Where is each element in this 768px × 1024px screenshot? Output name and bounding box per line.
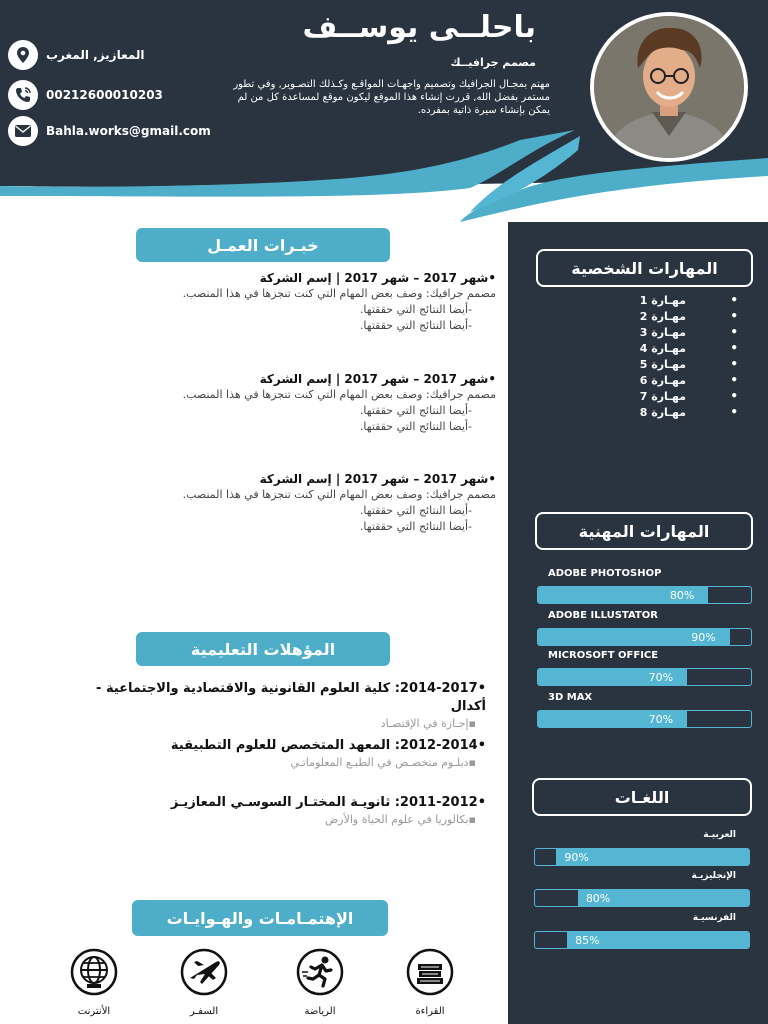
list-item: • مهـارة 2 bbox=[552, 310, 738, 326]
pro-skill-percent: 70% bbox=[648, 712, 674, 726]
education-entry bbox=[66, 794, 486, 828]
hobbies-section-title: الإهتمـامـات والهـوايـات bbox=[132, 900, 388, 936]
hobby-label: الرياضة bbox=[304, 1006, 336, 1017]
hobby-label: الأنترنت bbox=[77, 1006, 111, 1017]
list-item: • مهـارة 8 bbox=[552, 406, 738, 422]
work-section-title: خبـرات العمـل bbox=[136, 228, 390, 262]
experience-heading: •شهر 2017 – شهر 2017 | إسم الشركة bbox=[259, 472, 496, 486]
experience-result: -أيضا النتائج التي حققتها. bbox=[359, 504, 472, 517]
pro-skill-percent: 90% bbox=[691, 630, 716, 644]
personal-skills-title: المهارات الشخصية bbox=[536, 249, 753, 287]
experience-description: مصمم جرافيك: وصف بعض المهام التي كنت تنجزها في هذا المنصب. bbox=[182, 488, 496, 501]
hobby-sport bbox=[288, 948, 352, 1017]
experience-heading: •شهر 2017 – شهر 2017 | إسم الشركة bbox=[259, 271, 496, 285]
pro-skill-fill bbox=[538, 669, 687, 685]
pro-skill-fill bbox=[538, 629, 730, 645]
list-item: • مهـارة 5 bbox=[552, 358, 738, 374]
pro-skill-name: ADOBE PHOTOSHOP bbox=[548, 568, 662, 579]
email-text[interactable]: Bahla.works@gmail.com bbox=[46, 124, 211, 138]
education-heading: •2011-2012: ثانويـة المختـار السوسـي المعازيـز bbox=[170, 795, 486, 810]
education-heading: •2014-2017: كلية العلوم القانونية والاقتصادية والاجتماعية - أكدال bbox=[96, 681, 486, 714]
pro-skill-percent: 70% bbox=[648, 670, 674, 684]
education-entry bbox=[66, 680, 486, 732]
language-bar bbox=[534, 889, 750, 907]
globe-icon bbox=[70, 948, 118, 996]
experience-entry bbox=[136, 371, 496, 435]
job-title: مصمم جرافيــك bbox=[450, 56, 536, 69]
hobby-label: السفـر bbox=[189, 1006, 219, 1017]
language-bar bbox=[534, 931, 750, 949]
books-icon bbox=[406, 948, 454, 996]
pro-skill-percent: 80% bbox=[669, 588, 695, 602]
list-item: • مهـارة 7 bbox=[552, 390, 738, 406]
list-item: • مهـارة 3 bbox=[552, 326, 738, 342]
hobby-travel bbox=[172, 948, 236, 1017]
language-percent: 85% bbox=[575, 933, 600, 947]
education-heading: •2012-2014: المعهد المتخصص للعلوم التطبيقية bbox=[170, 738, 486, 753]
language-bar bbox=[534, 848, 750, 866]
airplane-icon bbox=[180, 948, 228, 996]
experience-heading: •شهر 2017 – شهر 2017 | إسم الشركة bbox=[259, 372, 496, 386]
mail-icon bbox=[8, 116, 38, 146]
phone-text[interactable]: 00212600010203 bbox=[46, 88, 163, 102]
language-fill bbox=[578, 890, 749, 906]
education-heading-text: 2012-2014: المعهد المتخصص للعلوم التطبيقية bbox=[170, 738, 478, 753]
education-heading-text: 2014-2017: كلية العلوم القانونية والاقتصادية والاجتماعية - أكدال bbox=[96, 681, 486, 714]
list-item: • مهـارة 1 bbox=[552, 294, 738, 310]
contact-phone bbox=[8, 80, 163, 110]
experience-entry bbox=[136, 270, 496, 334]
experience-result: -أيضا النتائج التي حققتها. bbox=[359, 319, 472, 332]
language-name: العربيـة bbox=[703, 830, 736, 840]
full-name: باحلــى يوســف bbox=[302, 10, 536, 45]
education-heading-text: 2011-2012: ثانويـة المختـار السوسـي المعازيـز bbox=[170, 795, 478, 810]
phone-icon bbox=[8, 80, 38, 110]
education-detail: ▪بكالوريا في علوم الحياة والأرض bbox=[324, 813, 476, 826]
language-fill bbox=[556, 849, 749, 865]
education-detail: ▪دبلـوم متخصـص في الطبـع المعلوماتـي bbox=[290, 756, 476, 769]
list-item: • مهـارة 4 bbox=[552, 342, 738, 358]
languages-title: اللغـات bbox=[532, 778, 752, 816]
hobby-reading bbox=[398, 948, 462, 1017]
education-section-title: المؤهلات التعليمية bbox=[136, 632, 390, 666]
contact-address bbox=[8, 40, 145, 70]
pro-skill-fill bbox=[538, 587, 708, 603]
pro-skill-bar bbox=[537, 628, 752, 646]
language-percent: 80% bbox=[585, 891, 611, 905]
education-entry bbox=[66, 737, 486, 771]
language-percent: 90% bbox=[564, 850, 589, 864]
education-detail-text: إجـازة في الإقتصـاد bbox=[380, 717, 469, 730]
experience-result: -أيضا النتائج التي حققتها. bbox=[359, 404, 472, 417]
experience-description: مصمم جرافيك: وصف بعض المهام التي كنت تنجزها في هذا المنصب. bbox=[182, 287, 496, 300]
hobby-label: القراءة bbox=[415, 1006, 445, 1017]
pro-skills-title: المهارات المهنية bbox=[535, 512, 753, 550]
location-pin-icon bbox=[8, 40, 38, 70]
experience-result: -أيضا النتائج التي حققتها. bbox=[359, 520, 472, 533]
pro-skill-bar bbox=[537, 668, 752, 686]
experience-result: -أيضا النتائج التي حققتها. bbox=[359, 303, 472, 316]
pro-skill-name: 3D MAX bbox=[548, 692, 593, 703]
list-item: • مهـارة 6 bbox=[552, 374, 738, 390]
experience-result: -أيضا النتائج التي حققتها. bbox=[359, 420, 472, 433]
profile-photo bbox=[590, 12, 748, 162]
pro-skill-bar bbox=[537, 586, 752, 604]
language-name: الإنجليزيـة bbox=[691, 871, 736, 881]
bio-text: مهتم بمجـال الجرافيك وتصميم واجهـات المواقـع وكـذلك التصـوير, وفي تطور مستمر بفضل الله, قررت إنشاء هذا الموقع ليكون موقع لمساعدة كل من لم يمكن بإنشاء سيرة ذاتية بمفرده. bbox=[233, 79, 550, 116]
experience-description: مصمم جرافيك: وصف بعض المهام التي كنت تنجزها في هذا المنصب. bbox=[182, 388, 496, 401]
language-fill bbox=[567, 932, 749, 948]
pro-skill-fill bbox=[538, 711, 687, 727]
education-detail: ▪إجـازة في الإقتصـاد bbox=[380, 717, 476, 730]
address-text: المعازيز, المغرب bbox=[46, 48, 145, 62]
pro-skill-bar bbox=[537, 710, 752, 728]
personal-skills-list bbox=[552, 294, 738, 422]
pro-skill-name: MICROSOFT OFFICE bbox=[548, 650, 659, 661]
contact-email bbox=[8, 116, 211, 146]
education-detail-text: بكالوريا في علوم الحياة والأرض bbox=[324, 813, 469, 826]
running-icon bbox=[296, 948, 344, 996]
pro-skill-name: ADOBE ILLUSTATOR bbox=[548, 610, 658, 621]
hobby-internet bbox=[62, 948, 126, 1017]
experience-entry bbox=[136, 471, 496, 535]
education-detail-text: دبلـوم متخصـص في الطبـع المعلوماتـي bbox=[290, 756, 469, 769]
language-name: الفرنسيـة bbox=[692, 913, 736, 923]
